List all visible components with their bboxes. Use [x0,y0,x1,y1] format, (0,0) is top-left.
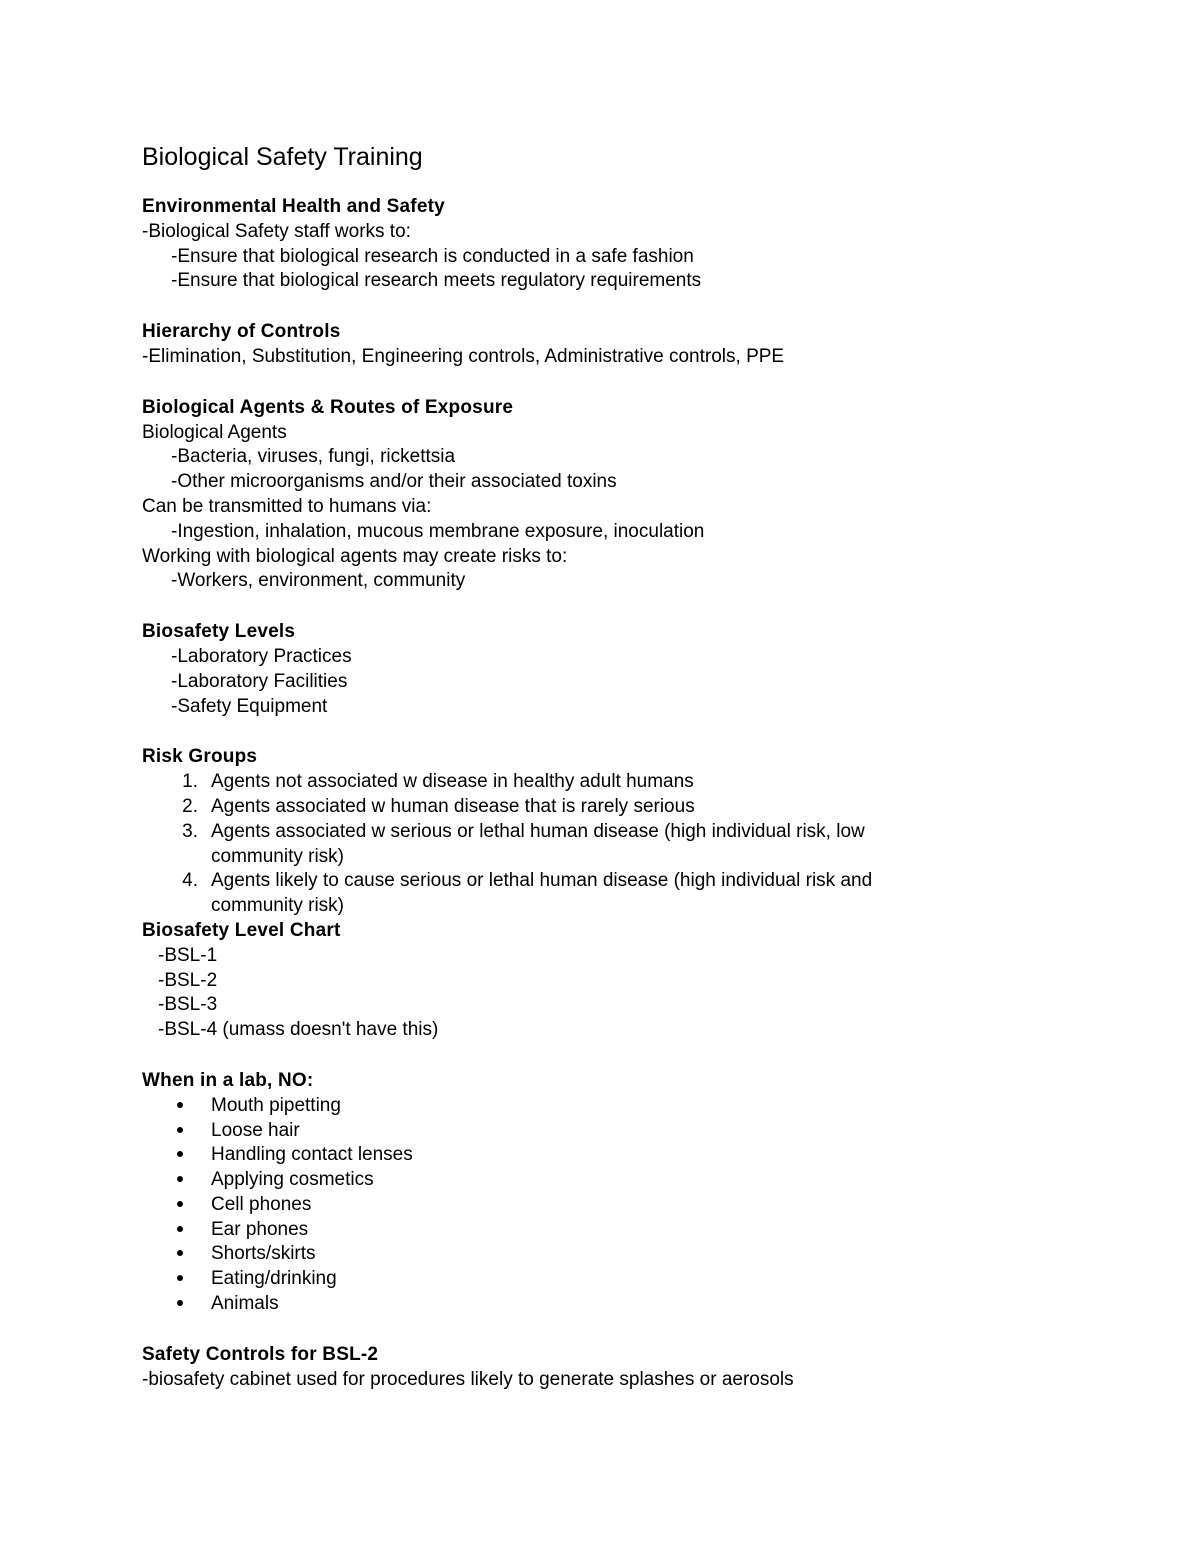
biosafety-level-item: -Laboratory Facilities [171,670,348,692]
section-bsl2-controls [142,1343,1042,1393]
bullet-icon [176,1143,188,1168]
lab-no-text: Ear phones [211,1218,309,1240]
list-number: 3. [182,820,198,842]
bsl2-controls-text: -biosafety cabinet used for procedures likely to generate splashes or aerosols [142,1368,794,1390]
list-item [142,1242,1042,1267]
biosafety-level-item: -Laboratory Practices [171,645,352,667]
bullet-icon [176,1094,188,1119]
risk-group-text: Agents associated w serious or lethal human disease (high individual risk, low [211,820,865,842]
section-hierarchy [142,320,1042,370]
list-item [142,1292,1042,1317]
ehs-intro: -Biological Safety staff works to: [142,220,411,242]
risk-group-text-continued: community risk) [211,845,345,867]
section-heading-hierarchy: Hierarchy of Controls [142,321,341,343]
risk-group-text-continued: community risk) [211,895,345,917]
document-page [142,139,1042,1418]
lab-no-text: Handling contact lenses [211,1144,413,1166]
section-ehs [142,195,1042,294]
document-title: Biological Safety Training [142,143,423,171]
transmit-label: Can be transmitted to humans via: [142,495,432,517]
bullet-icon [176,1242,188,1267]
section-heading-biosafety-levels: Biosafety Levels [142,621,296,643]
bullet-icon [176,1292,188,1317]
list-item [142,1218,1042,1243]
section-heading-ehs: Environmental Health and Safety [142,196,445,217]
bullet-icon [176,1119,188,1144]
lab-no-list [142,1094,1042,1317]
section-agents [142,396,1042,594]
risk-item: -Workers, environment, community [171,570,466,592]
list-number: 2. [182,795,198,817]
biosafety-level-item: -Safety Equipment [171,695,328,717]
section-heading-bsl2-controls: Safety Controls for BSL-2 [142,1343,379,1365]
list-item [142,795,1042,820]
section-heading-bsl-chart: Biosafety Level Chart [142,919,341,941]
bullet-icon [176,1218,188,1243]
transmit-item: -Ingestion, inhalation, mucous membrane exposure, inoculation [171,520,705,542]
agents-label: Biological Agents [142,421,287,443]
lab-no-text: Applying cosmetics [211,1169,374,1191]
section-heading-lab-no: When in a lab, NO: [142,1069,314,1091]
hierarchy-text: -Elimination, Substitution, Engineering controls, Administrative controls, PPE [142,345,785,367]
list-item [142,1143,1042,1168]
risk-group-text: Agents likely to cause serious or lethal human disease (high individual risk and [211,870,873,892]
risk-group-text: Agents not associated w disease in healthy adult humans [211,771,694,793]
agents-item: -Bacteria, viruses, fungi, rickettsia [171,446,456,468]
bullet-icon [176,1168,188,1193]
section-heading-risk-groups: Risk Groups [142,746,258,768]
list-item [142,1119,1042,1144]
bsl-item: -BSL-4 (umass doesn't have this) [158,1019,439,1041]
lab-no-text: Shorts/skirts [211,1243,316,1265]
list-item [142,1267,1042,1292]
lab-no-text: Eating/drinking [211,1268,337,1290]
list-item [142,820,1042,870]
lab-no-text: Loose hair [211,1119,300,1141]
lab-no-text: Mouth pipetting [211,1094,341,1116]
risk-label: Working with biological agents may create risks to: [142,545,568,567]
bullet-icon [176,1267,188,1292]
list-item [142,1168,1042,1193]
list-number: 1. [182,771,198,793]
ehs-item: -Ensure that biological research meets regulatory requirements [171,270,702,292]
list-item [142,1193,1042,1218]
bullet-icon [176,1193,188,1218]
bsl-item: -BSL-2 [158,969,218,991]
section-bsl-chart [142,919,1042,1043]
bsl-item: -BSL-1 [158,944,218,966]
bsl-item: -BSL-3 [158,994,218,1016]
risk-groups-list [142,770,1042,919]
risk-group-text: Agents associated w human disease that is rarely serious [211,795,695,817]
section-biosafety-levels [142,620,1042,719]
list-item [142,1094,1042,1119]
list-number: 4. [182,870,198,892]
section-risk-groups [142,745,1042,919]
agents-item: -Other microorganisms and/or their associated toxins [171,471,617,493]
list-item [142,770,1042,795]
ehs-item: -Ensure that biological research is conducted in a safe fashion [171,245,694,267]
list-item [142,869,1042,919]
lab-no-text: Cell phones [211,1193,312,1215]
section-heading-agents: Biological Agents & Routes of Exposure [142,396,514,418]
lab-no-text: Animals [211,1293,279,1315]
section-lab-no [142,1069,1042,1317]
